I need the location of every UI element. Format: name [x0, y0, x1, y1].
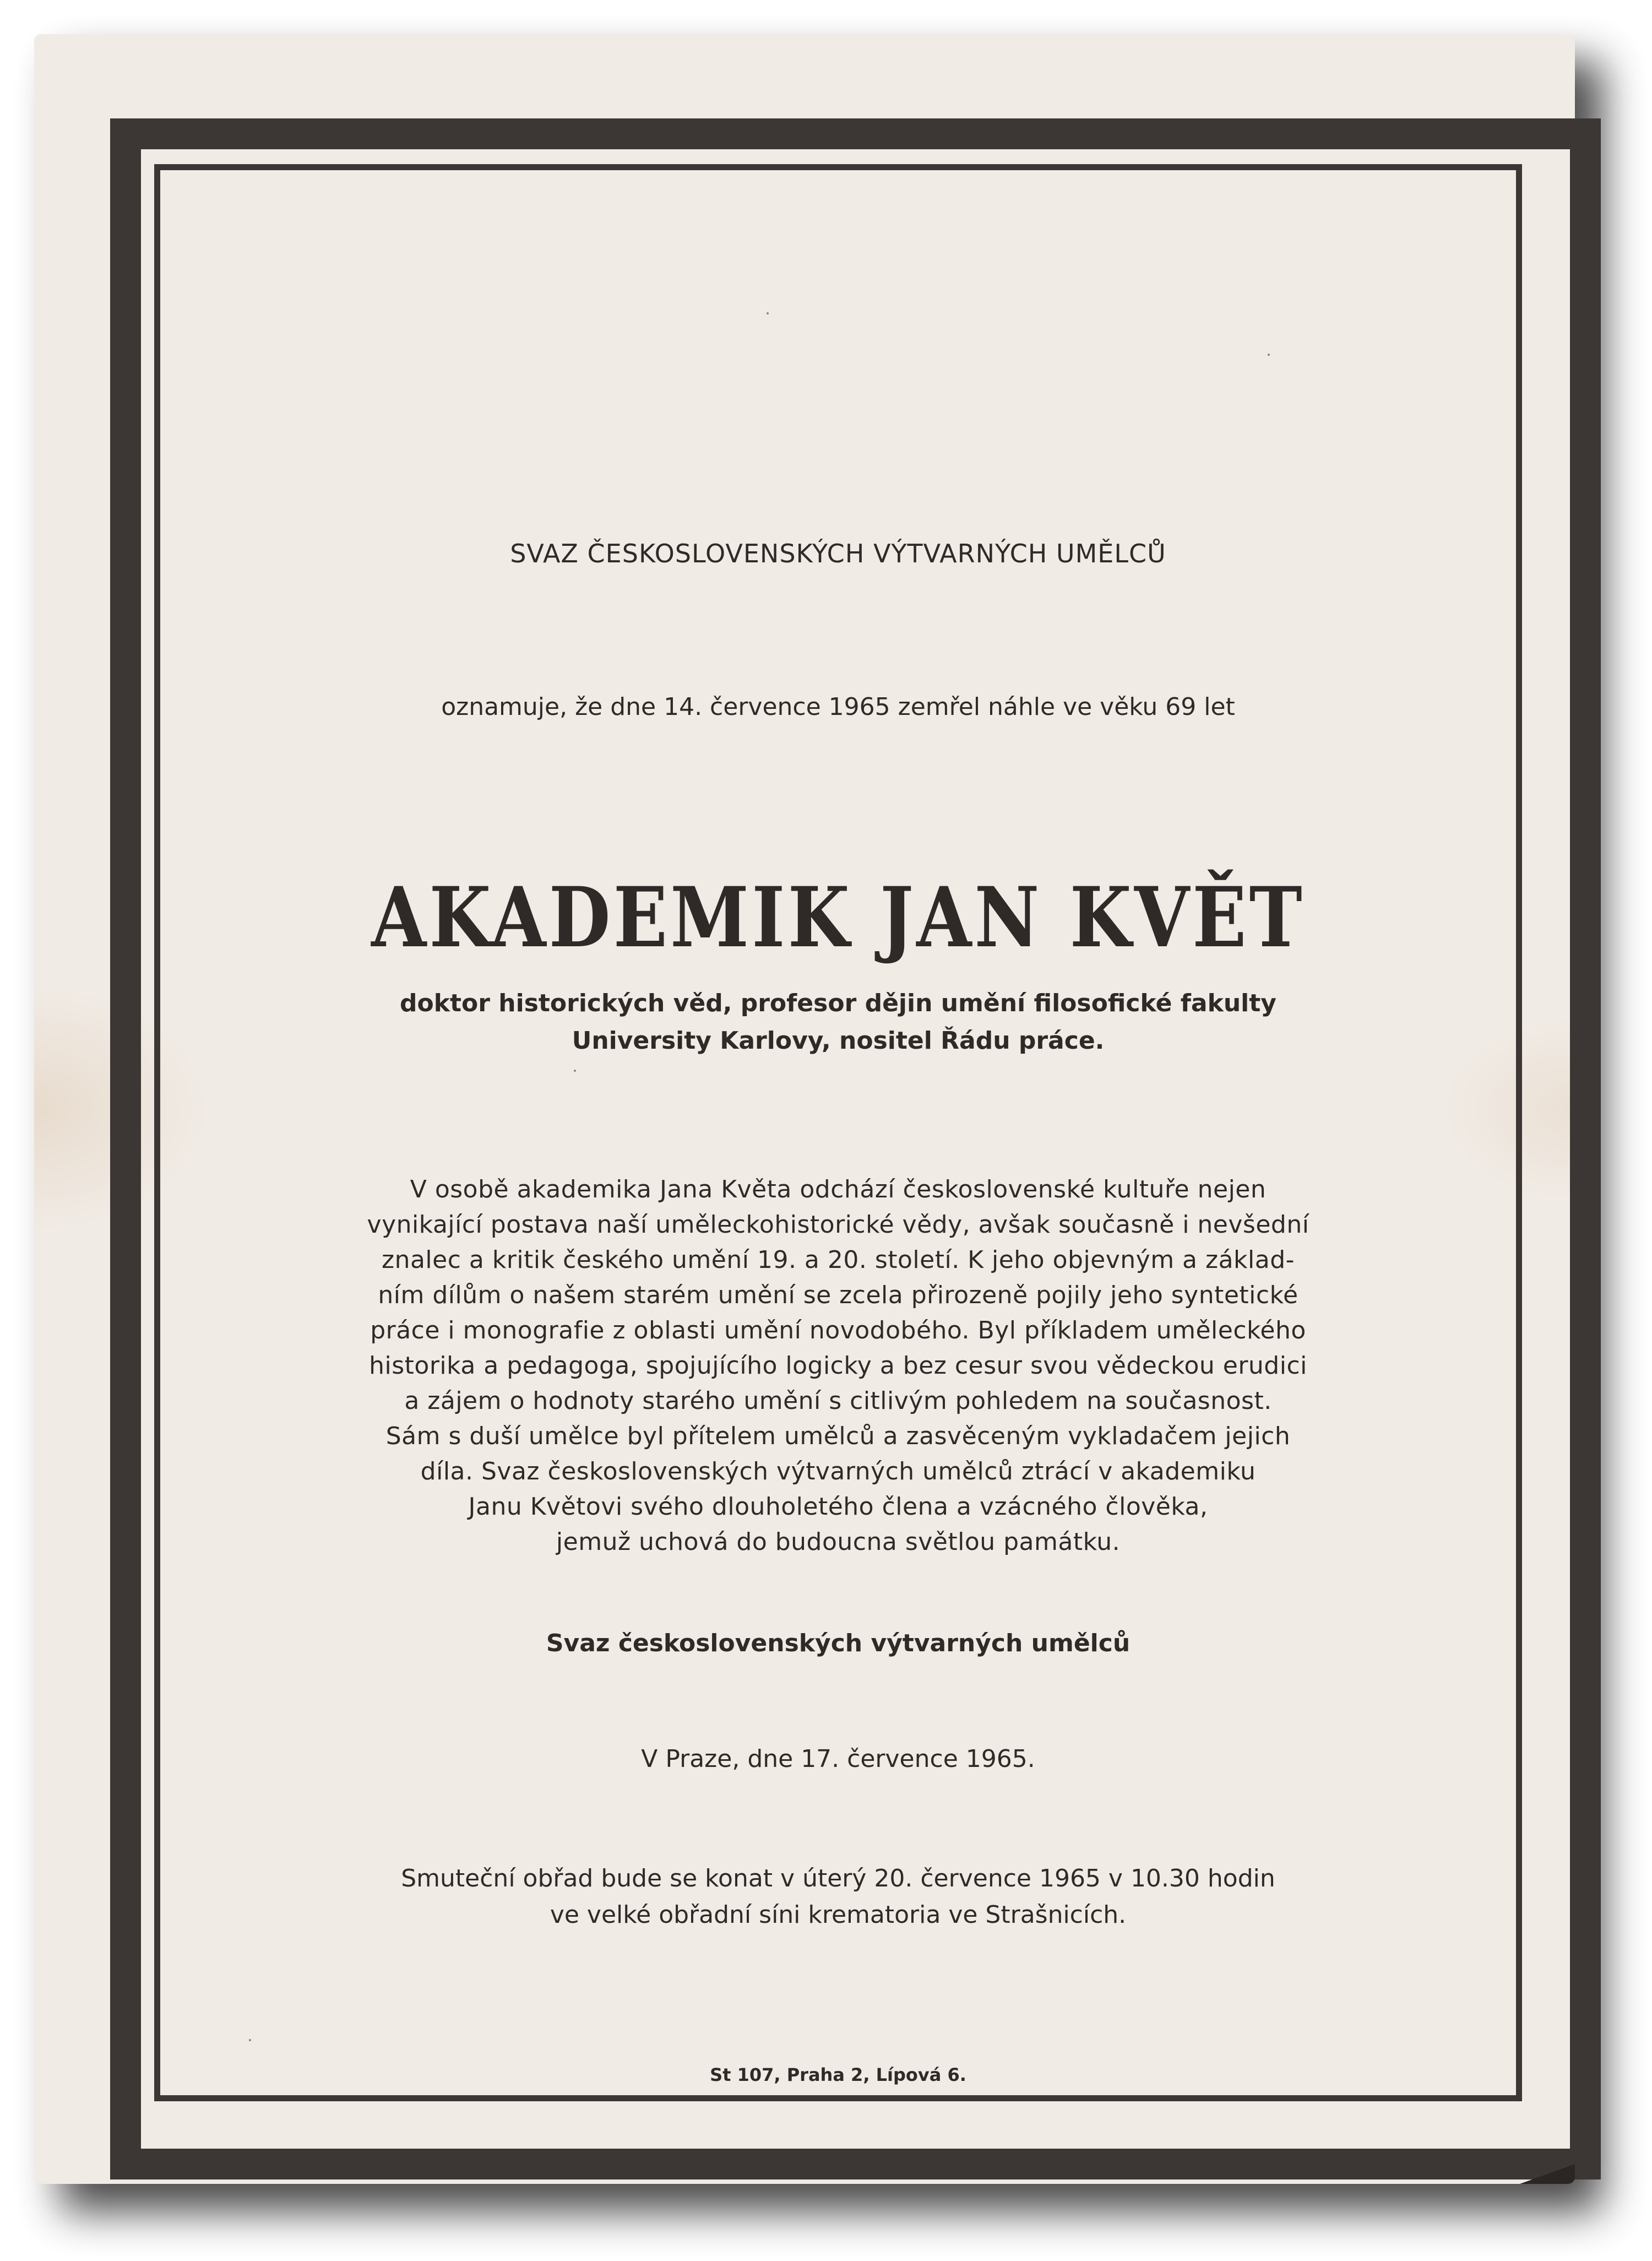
tribute-line: Sám s duší umělce byl přítelem umělců a zasvěceným vykladačem jejich: [385, 1422, 1291, 1450]
tribute-line: V osobě akademika Jana Květa odchází československé kultuře nejen: [410, 1175, 1267, 1203]
tribute-line: znalec a kritik českého umění 19. a 20. století. K jeho objevným a základ-: [381, 1246, 1295, 1274]
speck: [249, 2039, 251, 2041]
funeral-line: ve velké obřadní síni krematoria ve Strašnicích.: [550, 1901, 1127, 1929]
tribute-line: a zájem o hodnoty starého umění s citlivým pohledem na současnost.: [404, 1387, 1272, 1415]
place-and-date: V Praze, dne 17. července 1965.: [641, 1745, 1035, 1773]
tribute-line: ním dílům o našem starém umění se zcela přirozeně pojily jeho syntetické: [378, 1281, 1298, 1309]
tribute-line: jemuž uchová do budoucna světlou památku.: [556, 1528, 1121, 1556]
tribute-line: díla. Svaz československých výtvarných umělců ztrácí v akademiku: [420, 1457, 1256, 1485]
signature-organization: Svaz československých výtvarných umělců: [546, 1629, 1131, 1657]
tribute-line: práce i monografie z oblasti umění novodobého. Byl příkladem uměleckého: [370, 1316, 1306, 1344]
death-announcement: oznamuje, že dne 14. července 1965 zemřel náhle ve věku 69 let: [441, 693, 1235, 721]
obituary-sheet: [34, 34, 1575, 2184]
speck: [1268, 354, 1270, 356]
titles-line: doktor historických věd, profesor dějin umění filosofické fakulty: [400, 989, 1276, 1017]
speck: [767, 312, 769, 315]
tribute-paragraph: [154, 1172, 1522, 1560]
deceased-titles: [154, 985, 1522, 1060]
tribute-line: Janu Květovi svého dlouholetého člena a vzácného člověka,: [468, 1493, 1208, 1521]
printer-imprint: St 107, Praha 2, Lípová 6.: [710, 2064, 966, 2085]
speck: [574, 1070, 576, 1072]
deceased-name: AKADEMIK JAN KVĚT: [371, 869, 1305, 966]
obituary-content: [154, 164, 1522, 2101]
organization-heading: SVAZ ČESKOSLOVENSKÝCH VÝTVARNÝCH UMĚLCŮ: [510, 539, 1166, 568]
tribute-line: vynikající postava naší uměleckohistorické vědy, avšak současně i nevšední: [367, 1211, 1309, 1239]
titles-line: University Karlovy, nositel Řádu práce.: [572, 1027, 1105, 1055]
funeral-line: Smuteční obřad bude se konat v úterý 20. července 1965 v 10.30 hodin: [401, 1864, 1275, 1893]
tribute-line: historika a pedagoga, spojujícího logicky a bez cesur svou vědeckou erudici: [369, 1352, 1307, 1380]
funeral-notice: [154, 1861, 1522, 1933]
